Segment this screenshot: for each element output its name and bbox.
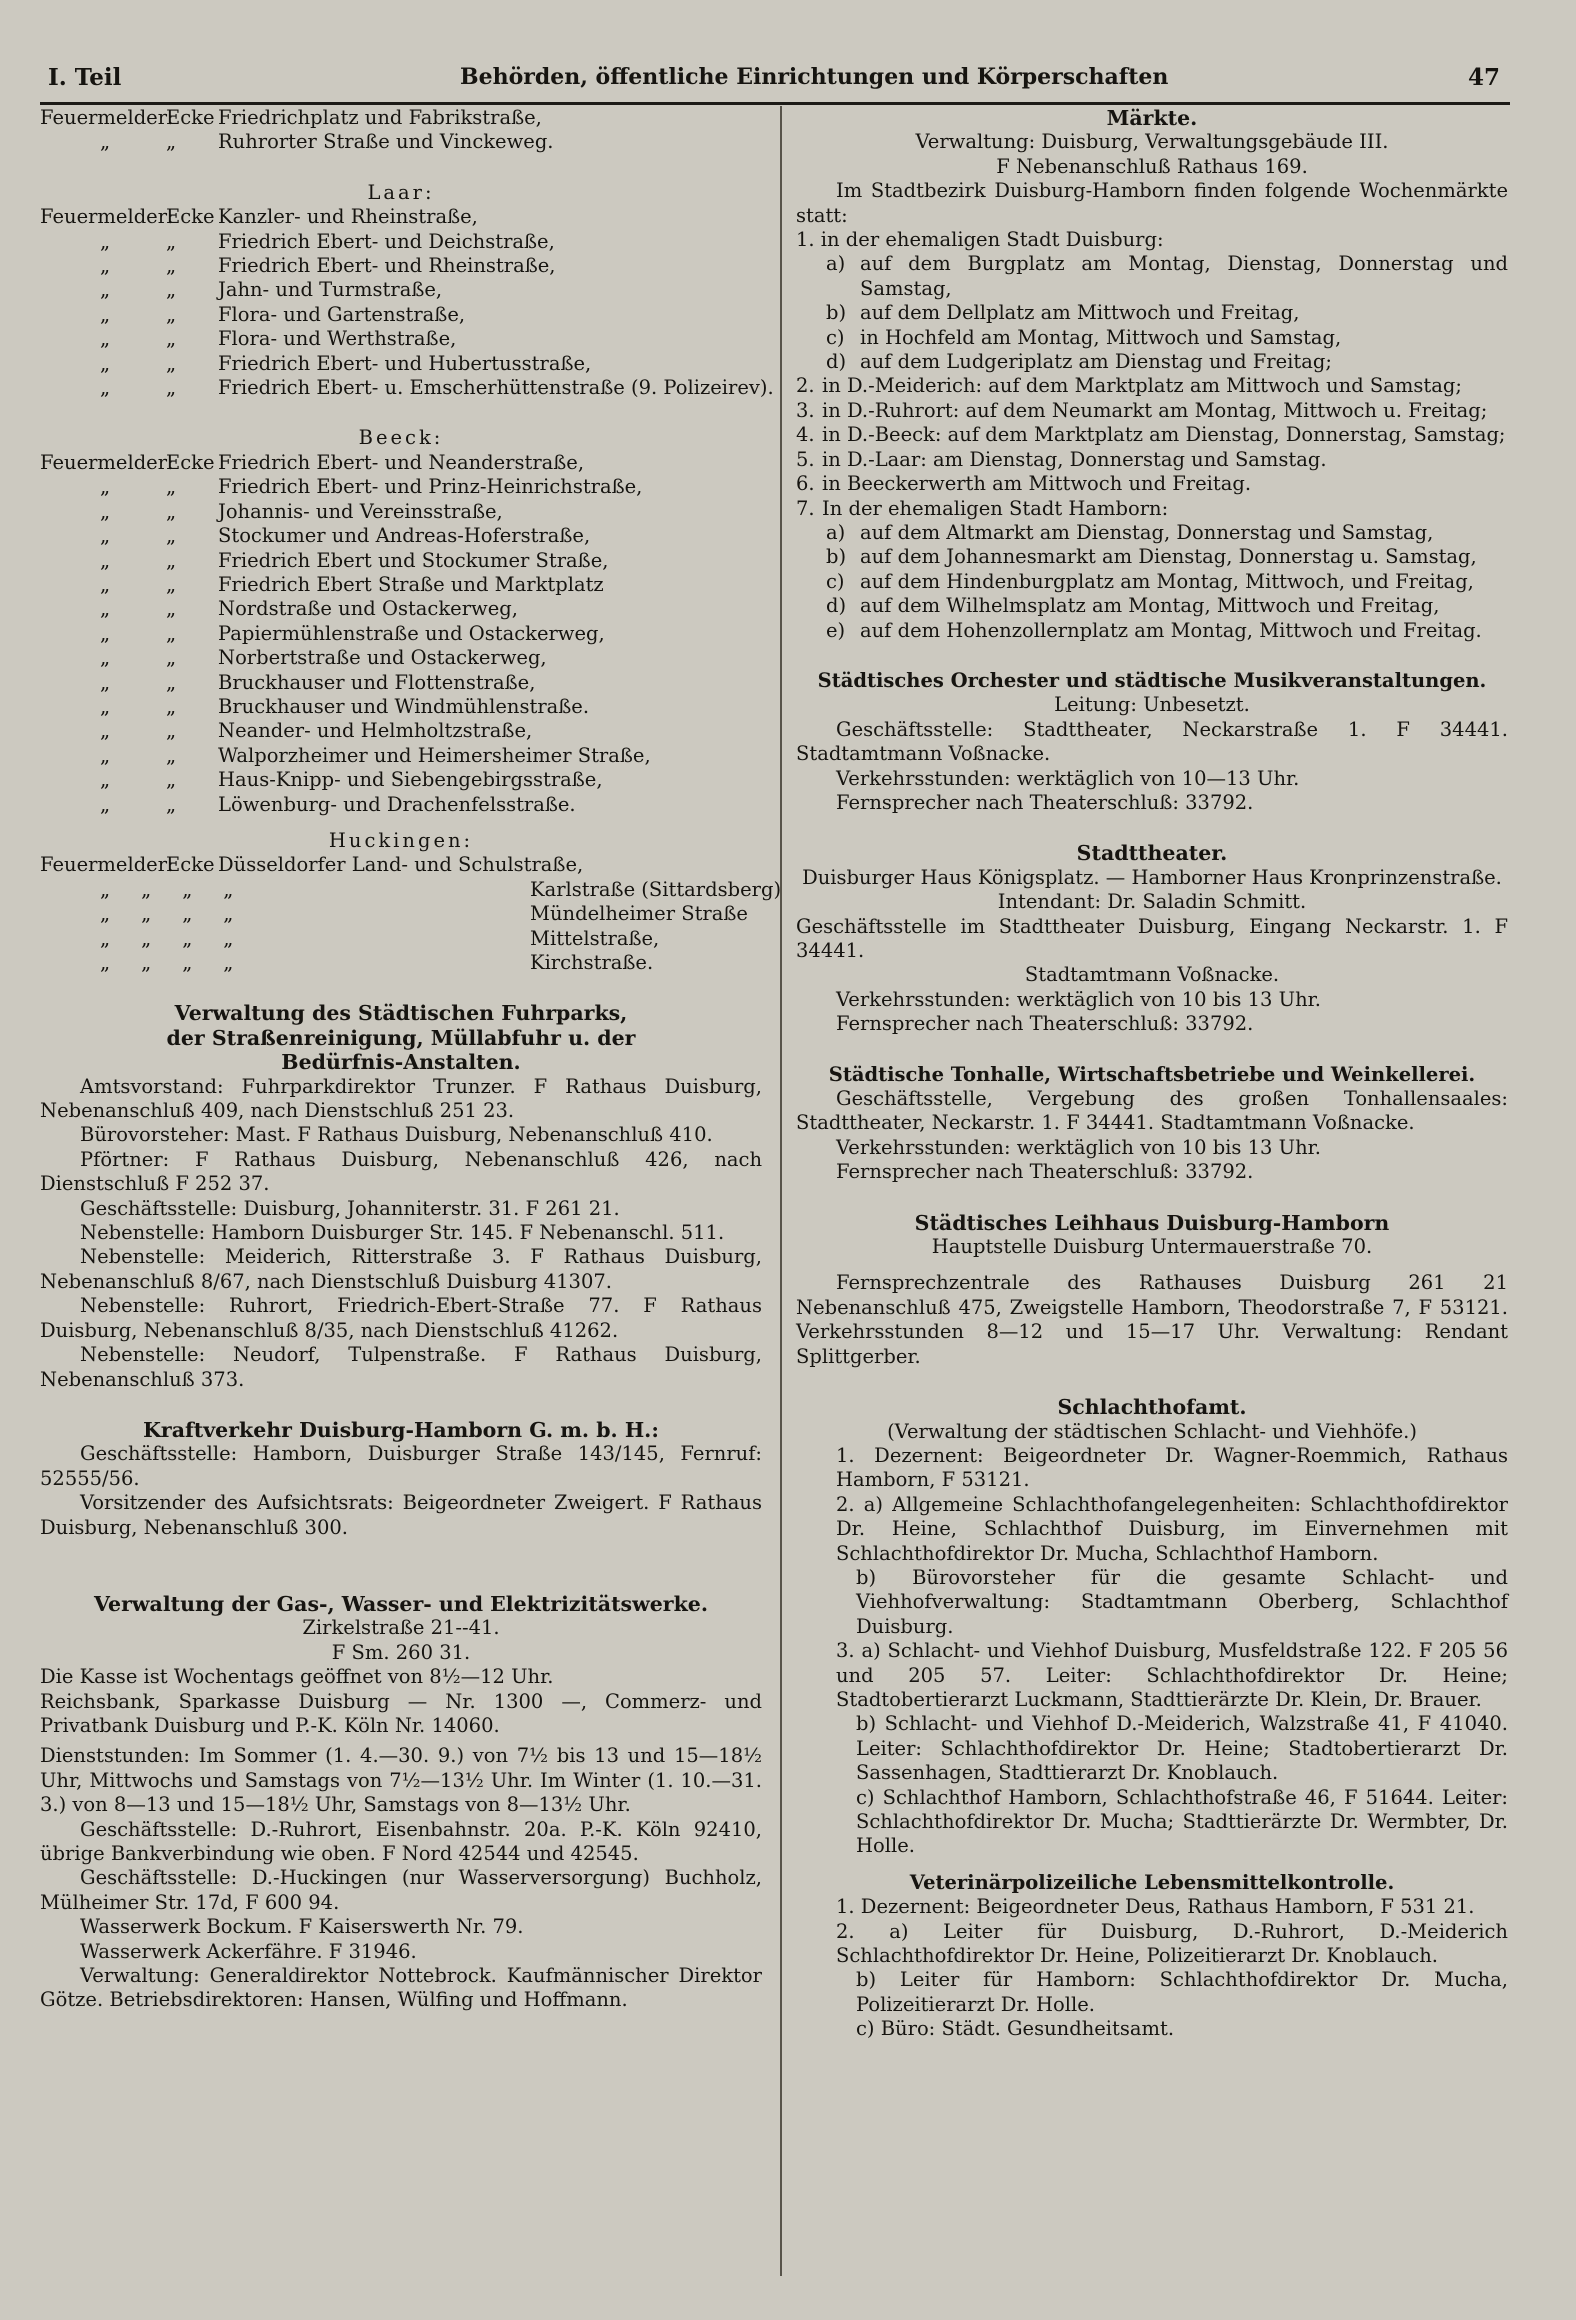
fire-alarm-row: „ „ Friedrich Ebert- und Hubertusstraße, [100,351,592,375]
section-title-huckingen: Huckingen: [328,828,474,852]
fire-alarm-row: Feuermelder: Ecke Kanzler- und Rheinstraße, [40,205,478,229]
entry: b) Schlacht- und Viehhof D.-Meiderich, Walzstraße 41, F 41040. Leiter: Schlachthofdirektor Dr. Heine; Stadtobertierarzt Dr. Sassenhagen, Stadttierarzt Dr. Knoblauch. [856,1712,1508,1785]
maerkte-1-list [796,252,1508,374]
list-item: 4. in D.-Beeck: auf dem Marktplatz am Dienstag, Donnerstag, Samstag; [796,423,1506,447]
entry: Geschäftsstelle: D.-Huckingen (nur Wasserversorgung) Buchholz, Mülheimer Str. 17d, F 600 94. [40,1866,762,1914]
fire-alarm-row: „ „ „ „ Karlstraße (Sittardsberg) [100,877,782,901]
fire-alarm-row: „ „ Friedrich Ebert- und Prinz-Heinrichstraße, [100,475,643,499]
entry: 1. Dezernent: Beigeordneter Deus, Rathaus Hamborn, F 531 21. [836,1895,1475,1919]
entry: 1. Dezernent: Beigeordneter Dr. Wagner-Roemmich, Rathaus Hamborn, F 53121. [836,1443,1508,1492]
fuhrpark-entries [40,1075,762,1392]
list-item: c) auf dem Hindenburgplatz am Montag, Mittwoch, und Freitag, [826,569,1474,593]
list-item: a) auf dem Altmarkt am Dienstag, Donnerstag und Samstag, [826,520,1434,544]
maerkte-admin: Verwaltung: Duisburg, Verwaltungsgebäude III. [915,130,1389,154]
fire-alarms-laar [40,205,774,400]
orchester-lead: Leitung: Unbesetzt. [1054,693,1250,717]
fire-alarm-row: Feuermelder: Ecke Friedrich Ebert- und Neanderstraße, [40,450,585,474]
entry: Verwaltung: Generaldirektor Nottebrock. Kaufmännischer Direktor Götze. Betriebsdirektoren: Hansen, Wülfing und Hoffmann. [40,1964,762,2012]
fire-alarm-row: „ „ „ „ Mittelstraße, [100,926,660,950]
entry: Geschäftsstelle: Stadttheater, Neckarstraße 1. F 34441. Stadtamtmann Voßnacke. [796,717,1508,766]
schlachthof-title: Schlachthofamt. [1057,1395,1247,1420]
leihhaus-title: Städtisches Leihhaus Duisburg-Hamborn [914,1210,1390,1235]
entry: Geschäftsstelle: D.-Ruhrort, Eisenbahnstr. 20a. P.-K. Köln 92410, übrige Bankverbindung wie oben. F Nord 42544 und 42545. [40,1817,762,1865]
entry: Nebenstelle: Hamborn Duisburger Str. 145. F Nebenanschl. 511. [80,1221,725,1245]
theater-intendant: Intendant: Dr. Saladin Schmitt. [997,890,1307,914]
entry: Wasserwerk Ackerfähre. F 31946. [80,1939,417,1963]
header-part: I. Teil [48,64,122,91]
fire-alarm-row: „ „ Ruhrorter Straße und Vinckeweg. [100,130,554,154]
entry: 2. a) Leiter für Duisburg, D.-Ruhrort, D.-Meiderich Schlachthofdirektor Dr. Heine, Polizeitierarzt Dr. Knoblauch. [836,1919,1508,1968]
entry: Geschäftsstelle, Vergebung des großen Tonhallensaales: Stadttheater, Neckarstr. 1. F 34441. Stadtamtmann Voßnacke. [796,1087,1508,1135]
entry: b) Leiter für Hamborn: Schlachthofdirektor Dr. Mucha, Polizeitierarzt Dr. Holle. [856,1968,1508,2016]
fire-alarm-row: „ „ Bruckhauser und Flottenstraße, [100,670,536,694]
fire-alarm-row: „ „ „ „ Mündelheimer Straße [100,902,748,926]
kraftverkehr-title: Kraftverkehr Duisburg-Hamborn G. m. b. H.: [143,1417,659,1442]
entry: 3. a) Schlacht- und Viehhof Duisburg, Musfeldstraße 122. F 205 56 und 205 57. Leiter: Schlachthofdirektor Dr. Heine; Stadtobertierarzt Luckmann, Stadttierärzte Dr. Klein, Dr. Brauer. [836,1639,1508,1711]
fire-alarm-row: „ „ Flora- und Werthstraße, [100,327,457,351]
tonhalle-title: Städtische Tonhalle, Wirtschaftsbetriebe und Weinkellerei. [828,1062,1476,1086]
entry: Dienststunden: Im Sommer (1. 4.—30. 9.) von 7½ bis 13 und 15—18½ Uhr, Mittwochs und Samstags von 7½—13½ Uhr. Im Winter (1. 10.—31. 3.) von 8—13 und 15—18½ Uhr, Samstags von 8—13½ Uhr. [40,1744,762,1817]
fire-alarm-row: „ „ Nordstraße und Ostackerweg, [100,597,518,621]
fire-alarm-row: „ „ Friedrich Ebert- und Deichstraße, [100,229,555,253]
fire-alarm-row: „ „ Walporzheimer und Heimersheimer Straße, [100,743,651,767]
entry: Nebenstelle: Ruhrort, Friedrich-Ebert-Straße 77. F Rathaus Duisburg, Nebenanschluß 8/35, nach Dienstschluß 41262. [40,1294,762,1342]
right-column [796,106,1508,2042]
fire-alarm-row: „ „ Jahn- und Turmstraße, [100,278,443,302]
maerkte-intro: Im Stadtbezirk Duisburg-Hamborn finden folgende Wochenmärkte statt: [796,179,1508,227]
gas-address: Zirkelstraße 21--41. [302,1616,500,1640]
fire-alarms-beeck [40,451,762,817]
entry: Verkehrsstunden: werktäglich von 10—13 Uhr. [836,766,1300,790]
fire-alarm-row: Feuermelder: Ecke Friedrichplatz und Fabrikstraße, [40,106,542,129]
fire-alarm-row: „ „ Bruckhauser und Windmühlenstraße. [100,694,590,718]
entry: c) Schlachthof Hamborn, Schlachthofstraße 46, F 51644. Leiter: Schlachthofdirektor Dr. Mucha; Stadttierärzte Dr. Wermbter, Dr. Holle. [856,1785,1508,1858]
entry: Fernsprecher nach Theaterschluß: 33792. [836,790,1254,814]
entry: Amtsvorstand: Fuhrparkdirektor Trunzer. F Rathaus Duisburg, Nebenanschluß 409, nach Dienstschluß 251 23. [40,1074,762,1123]
leihhaus-main: Hauptstelle Duisburg Untermauerstraße 70. [931,1235,1373,1259]
entry: Verkehrsstunden: werktäglich von 10 bis 13 Uhr. [836,987,1322,1011]
list-item: a) auf dem Burgplatz am Montag, Dienstag, Donnerstag und Samstag, [826,252,1508,300]
page-header [40,62,1510,105]
section-title-laar: Laar: [367,180,435,204]
entry: Wasserwerk Bockum. F Kaiserswerth Nr. 79. [80,1915,524,1939]
list-item: b) auf dem Johannesmarkt am Dienstag, Donnerstag u. Samstag, [826,545,1477,569]
list-item: 5. in D.-Laar: am Dienstag, Donnerstag und Samstag. [796,447,1327,471]
maerkte-7-list [796,521,1508,643]
entry: Verkehrsstunden: werktäglich von 10 bis 13 Uhr. [836,1135,1322,1159]
entry: Geschäftsstelle: Duisburg, Johanniterstr. 31. F 261 21. [80,1196,620,1220]
fire-alarm-row: „ „ Löwenburg- und Drachenfelsstraße. [100,792,576,816]
page-number: 47 [1467,64,1500,91]
fire-alarm-row: „ „ Neander- und Helmholtzstraße, [100,719,533,743]
list-item: e) auf dem Hohenzollernplatz am Montag, Mittwoch und Freitag. [826,618,1482,642]
schlachthof-subtitle: (Verwaltung der städtischen Schlacht- und Viehhöfe.) [887,1419,1417,1443]
column-divider [780,106,782,2276]
fire-alarms-top [40,106,762,155]
theater-amtmann: Stadtamtmann Voßnacke. [1024,963,1280,987]
list-item: d) auf dem Wilhelmsplatz am Montag, Mittwoch und Freitag, [826,594,1440,618]
header-title: Behörden, öffentliche Einrichtungen und Körperschaften [460,64,1169,90]
entry: Vorsitzender des Aufsichtsrats: Beigeordneter Zweigert. F Rathaus Duisburg, Nebenanschluß 300. [40,1491,762,1539]
list-item: 7. In der ehemaligen Stadt Hamborn: [796,496,1169,520]
entry: b) Bürovorsteher für die gesamte Schlacht- und Viehhofverwaltung: Stadtamtmann Oberberg, Schlachthof Duisburg. [856,1565,1508,1638]
gas-phone: F Sm. 260 31. [331,1640,471,1664]
list-item: c) in Hochfeld am Montag, Mittwoch und Samstag, [826,325,1342,349]
entry: Fernsprecher nach Theaterschluß: 33792. [836,1012,1254,1036]
fire-alarms-huckingen [40,853,782,975]
entry: Die Kasse ist Wochentags geöffnet von 8½—12 Uhr. [40,1665,554,1689]
list-item: 3. in D.-Ruhrort: auf dem Neumarkt am Montag, Mittwoch u. Freitag; [796,398,1488,422]
theater-office: Geschäftsstelle im Stadttheater Duisburg, Eingang Neckarstr. 1. F 34441. [796,914,1508,962]
fire-alarm-row: „ „ Friedrich Ebert- und Rheinstraße, [100,254,556,278]
list-item: 2. in D.-Meiderich: auf dem Marktplatz am Mittwoch und Samstag; [796,374,1462,398]
entry: Bürovorsteher: Mast. F Rathaus Duisburg, Nebenanschluß 410. [80,1123,713,1147]
maerkte-title: Märkte. [1106,106,1198,130]
fire-alarm-row: „ „ Friedrich Ebert- u. Emscherhüttenstraße (9. Polizeirev). [100,376,774,400]
fire-alarm-row: „ „ Friedrich Ebert Straße und Marktplatz [100,572,604,596]
entry: 2. a) Allgemeine Schlachthofangelegenheiten: Schlachthofdirektor Dr. Heine, Schlachthof Duisburg, im Einvernehmen mit Schlachthofdirektor Dr. Mucha, Schlachthof Hamborn. [836,1492,1508,1565]
entry: Geschäftsstelle: Hamborn, Duisburger Straße 143/145, Fernruf: 52555/56. [40,1442,762,1490]
entry: Nebenstelle: Neudorf, Tulpenstraße. F Rathaus Duisburg, Nebenanschluß 373. [40,1343,762,1391]
entry: Fernsprecher nach Theaterschluß: 33792. [836,1160,1254,1184]
entry: Nebenstelle: Meiderich, Ritterstraße 3. F Rathaus Duisburg, Nebenanschluß 8/67, nach Dienstschluß Duisburg 41307. [40,1245,762,1293]
fire-alarm-row: Feuermelder: Ecke Düsseldorfer Land- und Schulstraße, [40,853,584,877]
fire-alarm-row: „ „ Flora- und Gartenstraße, [100,302,466,326]
orchester-title: Städtisches Orchester und städtische Musikveranstaltungen. [817,668,1487,692]
theater-title: Stadttheater. [1076,841,1228,866]
gas-title: Verwaltung der Gas-, Wasser- und Elektrizitätswerke. [94,1591,708,1616]
entry: c) Büro: Städt. Gesundheitsamt. [856,2017,1175,2041]
fire-alarm-row: „ „ Friedrich Ebert und Stockumer Straße, [100,548,609,572]
entry: Pförtner: F Rathaus Duisburg, Nebenanschluß 426, nach Dienstschluß F 252 37. [40,1147,762,1196]
left-column [40,106,782,2013]
maerkte-item: 1. in der ehemaligen Stadt Duisburg: [796,228,1164,252]
fuhrpark-title: Verwaltung des Städtischen Fuhrparks, der Straßenreinigung, Müllabfuhr u. der Bedürfnis-Anstalten. [166,1001,636,1075]
theater-houses: Duisburger Haus Königsplatz. — Hamborner Haus Kronprinzenstraße. [802,865,1502,889]
fire-alarm-row: „ „ Stockumer und Andreas-Hoferstraße, [100,524,591,548]
veterinaer-title: Veterinärpolizeiliche Lebensmittelkontrolle. [909,1870,1395,1894]
maerkte-phone: F Nebenanschluß Rathaus 169. [996,154,1308,178]
fire-alarm-row: „ „ Haus-Knipp- und Siebengebirgsstraße, [100,768,603,792]
section-title-beeck: Beeck: [358,426,444,450]
list-item: b) auf dem Dellplatz am Mittwoch und Freitag, [826,301,1300,325]
leihhaus-text: Fernsprechzentrale des Rathauses Duisburg 261 21 Nebenanschluß 475, Zweigstelle Hamborn, Theodorstraße 7, F 53121. Verkehrsstunden 8—12 und 15—17 Uhr. Verwaltung: Rendant Splittgerber. [796,1271,1508,1368]
fire-alarm-row: „ „ „ „ Kirchstraße. [100,951,654,974]
entry: Reichsbank, Sparkasse Duisburg — Nr. 1300 —, Commerz- und Privatbank Duisburg und P.-K. Köln Nr. 14060. [40,1689,762,1737]
fire-alarm-row: „ „ Papiermühlenstraße und Ostackerweg, [100,621,605,645]
maerkte-list [796,374,1508,520]
fire-alarm-row: „ „ Johannis- und Vereinsstraße, [100,499,503,523]
list-item: 6. in Beeckerwerth am Mittwoch und Freitag. [796,472,1252,496]
fire-alarm-row: „ „ Norbertstraße und Ostackerweg, [100,646,547,670]
list-item: d) auf dem Ludgeriplatz am Dienstag und Freitag; [826,350,1332,374]
